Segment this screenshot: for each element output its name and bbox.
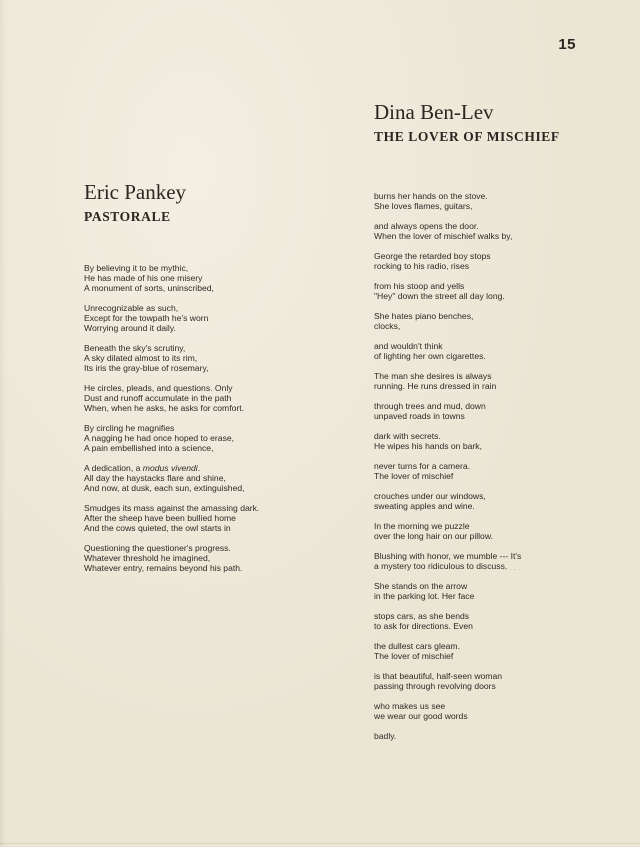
page-number: 15 [558,36,576,53]
right-poem [374,100,614,751]
poem-stanza [374,401,614,421]
poem-stanza [84,343,324,373]
poem-line [84,463,324,473]
poem-line: When the lover of mischief walks by, [374,231,513,241]
poem-stanza [84,503,324,533]
poem-line: When, when he asks, he asks for comfort. [84,403,245,413]
right-poem-author: Dina Ben-Lev [374,100,494,124]
poem-line: running. He runs dressed in rain [374,381,497,391]
poem-line: through trees and mud, down [374,401,486,411]
poem-line: Whatever entry, remains beyond his path. [84,563,243,573]
left-poem-body [84,263,324,573]
poem-line: passing through revolving doors [374,681,496,691]
poem-stanza [374,731,614,741]
poem-line-segment: . [197,463,201,473]
poem-line: The man she desires is always [374,371,492,381]
poem-line: and always opens the door. [374,221,479,231]
poem-line: And now, at dusk, each sun, extinguished, [84,483,245,493]
poem-line: The lover of mischief [374,471,454,481]
poem-line: of lighting her own cigarettes. [374,351,486,361]
poem-stanza [374,491,614,511]
poem-line: crouches under our windows, [374,491,486,501]
left-poem-title: PASTORALE [84,209,171,224]
poem-stanza [84,423,324,453]
poem-line: unpaved roads in towns [374,411,465,421]
page-edge [0,843,640,844]
poem-stanza [374,611,614,631]
poem-line: Its iris the gray-blue of rosemary, [84,363,209,373]
poem-line: Beneath the sky's scrutiny, [84,343,186,353]
poem-line: A sky dilated almost to its rim, [84,353,198,363]
poem-line: She loves flames, guitars, [374,201,473,211]
poem-stanza [374,251,614,271]
poem-stanza [374,671,614,691]
poem-line: from his stoop and yells [374,281,465,291]
poem-line: rocking to his radio, rises [374,261,470,271]
poem-line: George the retarded boy stops [374,251,491,261]
poem-stanza [374,521,614,541]
poem-line: to ask for directions. Even [374,621,473,631]
poem-line: By believing it to be mythic, [84,263,189,273]
poem-line: After the sheep have been bullied home [84,513,236,523]
poem-stanza [84,543,324,573]
right-poem-title: THE LOVER OF MISCHIEF [374,129,560,144]
poem-stanza [374,191,614,211]
poem-stanza [84,463,324,493]
poem-stanza [374,371,614,391]
poem-line: And the cows quieted, the owl starts in [84,523,231,533]
poem-line: a mystery too ridiculous to discuss. [374,561,508,571]
poem-line: never turns for a camera. [374,461,471,471]
poem-line: in the parking lot. Her face [374,591,475,601]
poem-stanza [374,341,614,361]
poem-line: He circles, pleads, and questions. Only [84,383,233,393]
poem-line: over the long hair on our pillow. [374,531,493,541]
poem-line: Worrying around it daily. [84,323,176,333]
poem-line: A nagging he had once hoped to erase, [84,433,235,443]
poem-line: sweating apples and wine. [374,501,475,511]
stray-print-marks: ·· ·· · [503,567,522,573]
poem-line: Whatever threshold he imagined, [84,553,211,563]
poem-line: and wouldn't think [374,341,443,351]
poem-line: The lover of mischief [374,651,454,661]
poem-line: Except for the towpath he's worn [84,313,209,323]
poem-line: She hates piano benches, [374,311,474,321]
poem-line: A pain embellished into a science, [84,443,214,453]
poem-stanza [84,383,324,413]
left-poem-author: Eric Pankey [84,180,187,204]
poem-line: In the morning we puzzle [374,521,470,531]
right-poem-body [374,191,614,741]
poem-line: By circling he magnifies [84,423,175,433]
poem-line: burns her hands on the stove. [374,191,488,201]
poem-line: badly. [374,731,397,741]
poem-stanza [84,303,324,333]
poem-line: is that beautiful, half-seen woman [374,671,503,681]
poem-line: Unrecognizable as such, [84,303,179,313]
poem-line: All day the haystacks flare and shine, [84,473,226,483]
poem-stanza [374,281,614,301]
poem-line: He has made of his one misery [84,273,203,283]
poem-stanza [374,581,614,601]
poem-line: A monument of sorts, uninscribed, [84,283,214,293]
poem-line: Questioning the questioner's progress. [84,543,231,553]
poem-stanza [374,641,614,661]
poem-stanza [374,551,614,571]
poem-stanza [374,311,614,331]
poem-stanza [374,461,614,481]
poem-line: the dullest cars gleam. [374,641,460,651]
poem-line: Blushing with honor, we mumble --- It's [374,551,522,561]
poem-stanza [84,263,324,293]
poem-stanza [374,431,614,451]
poem-line: we wear our good words [374,711,468,721]
poem-line: She stands on the arrow [374,581,468,591]
poem-line: clocks, [374,321,401,331]
poem-line: Dust and runoff accumulate in the path [84,393,232,403]
poem-line: who makes us see [374,701,446,711]
left-poem [84,180,324,583]
poem-line-segment: A dedication, a [84,463,143,473]
poem-stanza [374,221,614,241]
poem-line: "Hey" down the street all day long. [374,291,505,301]
poem-line: He wipes his hands on bark, [374,441,482,451]
poem-line: stops cars, as she bends [374,611,470,621]
poem-italic-phrase: modus vivendi [142,463,198,473]
poem-line: dark with secrets. [374,431,441,441]
poem-line: Smudges its mass against the amassing dark. [84,503,260,513]
poem-stanza [374,701,614,721]
